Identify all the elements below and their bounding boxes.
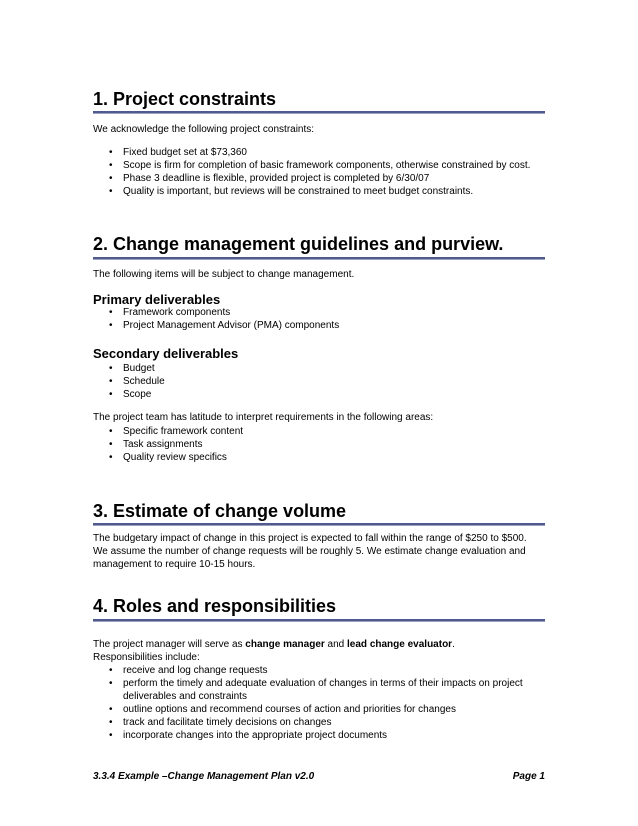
- list-item: • Scope is firm for completion of basic framework components, otherwise constrained by cost.: [109, 160, 531, 171]
- secondary-deliverables-list: [93, 362, 545, 401]
- page-footer: [93, 771, 545, 782]
- responsibilities-list: [93, 664, 545, 742]
- section-3-body: The budgetary impact of change in this project is expected to fall within the range of $250 to $500. We assume the number of change requests will be roughly 5. We estimate change evaluation and management to require 10-15 hours.: [93, 533, 527, 570]
- list-item: • outline options and recommend courses of action and priorities for changes: [109, 704, 456, 715]
- list-item: • Framework components: [109, 307, 231, 318]
- section-1-rule: [93, 111, 545, 114]
- section-1-intro: We acknowledge the following project constraints:: [93, 124, 315, 135]
- latitude-intro: The project team has latitude to interpret requirements in the following areas:: [93, 412, 434, 423]
- list-item: • Task assignments: [109, 439, 203, 450]
- list-item: • Scope: [109, 389, 152, 400]
- list-item: • Quality is important, but reviews will be constrained to meet budget constraints.: [109, 186, 474, 197]
- section-1-title: 1. Project constraints: [93, 89, 277, 109]
- list-item: • Specific framework content: [109, 426, 244, 437]
- responsibilities-label: Responsibilities include:: [93, 652, 200, 663]
- list-item: • perform the timely and adequate evaluation of changes in terms of their impacts on project deliverables and constraints: [109, 678, 523, 702]
- page-number: Page 1: [512, 771, 545, 782]
- section-4-intro: The project manager will serve as change manager and lead change evaluator.: [93, 639, 455, 650]
- section-4-rule: [93, 619, 545, 622]
- section-3-rule: [93, 523, 545, 526]
- primary-deliverables-list: [93, 306, 545, 332]
- list-item: • Phase 3 deadline is flexible, provided project is completed by 6/30/07: [109, 173, 430, 184]
- list-item: • Schedule: [109, 376, 165, 387]
- section-4-title: 4. Roles and responsibilities: [93, 596, 337, 616]
- section-3-title: 3. Estimate of change volume: [93, 501, 347, 521]
- latitude-list: [93, 425, 545, 464]
- primary-deliverables-heading: Primary deliverables: [93, 292, 221, 307]
- footer-title: 3.3.4 Example –Change Management Plan v2.0: [93, 771, 315, 782]
- list-item: • Project Management Advisor (PMA) components: [109, 320, 340, 331]
- secondary-deliverables-heading: Secondary deliverables: [93, 346, 239, 361]
- list-item: • track and facilitate timely decisions on changes: [109, 717, 332, 728]
- list-item: • receive and log change requests: [109, 665, 268, 676]
- list-item: • Quality review specifics: [109, 452, 227, 463]
- list-item: • incorporate changes into the appropriate project documents: [109, 730, 388, 741]
- section-2-rule: [93, 257, 545, 260]
- section-2-title: 2. Change management guidelines and purview.: [93, 234, 504, 254]
- section-2-intro: The following items will be subject to change management.: [93, 269, 355, 280]
- list-item: • Fixed budget set at $73,360: [109, 147, 247, 158]
- list-item: • Budget: [109, 363, 155, 374]
- section-1-list: [93, 146, 545, 198]
